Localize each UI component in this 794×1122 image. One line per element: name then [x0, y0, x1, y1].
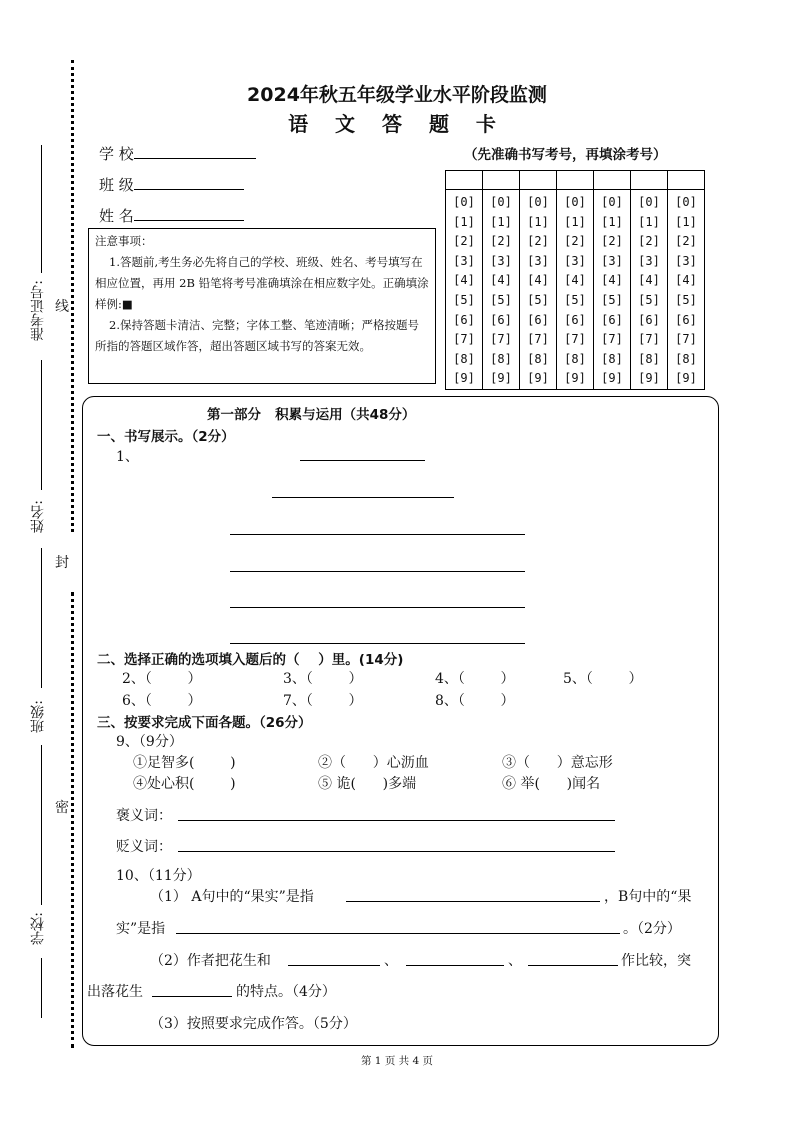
digit-bubble[interactable]: [6]: [675, 312, 697, 327]
praise-label: 褒义词：: [116, 808, 172, 824]
digit-bubble[interactable]: [0]: [601, 195, 623, 209]
q10-2-blank-2[interactable]: [406, 965, 504, 966]
exam-number-write-cell[interactable]: [483, 171, 520, 190]
digit-bubble[interactable]: [6]: [490, 312, 512, 327]
digit-bubble[interactable]: [7]: [675, 332, 697, 347]
digit-bubble[interactable]: [9]: [527, 371, 549, 386]
exam-number-bubble-column[interactable]: [631, 190, 668, 390]
writing-line-3[interactable]: [230, 534, 525, 535]
digit-bubble[interactable]: [7]: [601, 332, 623, 347]
binding-line-exam-id: [41, 145, 42, 273]
digit-bubble[interactable]: [8]: [490, 351, 512, 366]
digit-bubble[interactable]: [0]: [638, 195, 660, 209]
side-label-name: 姓名:: [30, 500, 46, 533]
name-field[interactable]: [99, 205, 244, 226]
choice-answer-7[interactable]: 7、（ ）: [283, 693, 363, 709]
digit-bubble[interactable]: [5]: [527, 292, 549, 307]
q10-2-blank-1[interactable]: [288, 965, 380, 966]
notice-box: [88, 228, 436, 384]
school-label: 学 校: [99, 145, 134, 163]
digit-bubble[interactable]: [3]: [638, 253, 660, 268]
section2-heading: 二、选择正确的选项填入题后的（ ）里。(14分): [97, 652, 404, 668]
idiom-3[interactable]: ③（ ）意忘形: [502, 755, 613, 771]
q10-1-text-d: 。（2分）: [623, 921, 681, 937]
digit-bubble[interactable]: [2]: [564, 234, 586, 249]
q9-label: 9、（9分）: [116, 734, 183, 750]
binding-line-exam-id-2: [41, 360, 42, 490]
idiom-6[interactable]: ⑥ 举( )闻名: [502, 776, 601, 792]
school-blank[interactable]: [134, 144, 256, 159]
q10-2-sep-2: 、: [508, 953, 522, 969]
idiom-4[interactable]: ④处心积( ): [133, 776, 236, 792]
digit-bubble[interactable]: [2]: [601, 234, 623, 249]
digit-bubble[interactable]: [2]: [675, 234, 697, 249]
digit-bubble[interactable]: [4]: [527, 273, 549, 288]
digit-bubble[interactable]: [3]: [453, 253, 475, 268]
writing-line-5[interactable]: [230, 607, 525, 608]
digit-bubble[interactable]: [1]: [675, 214, 697, 229]
digit-bubble[interactable]: [5]: [675, 292, 697, 307]
q10-2-text-a: （2）作者把花生和: [150, 953, 271, 969]
exam-number-write-cell[interactable]: [594, 171, 631, 190]
digit-bubble[interactable]: [0]: [453, 195, 475, 209]
digit-bubble[interactable]: [7]: [527, 332, 549, 347]
q10-1-blank-b[interactable]: [176, 933, 620, 934]
exam-number-bubble-column[interactable]: [446, 190, 483, 390]
exam-number-bubble-column[interactable]: [668, 190, 705, 390]
digit-bubble[interactable]: [3]: [564, 253, 586, 268]
digit-bubble[interactable]: [7]: [564, 332, 586, 347]
idiom-5[interactable]: ⑤ 诡( )多端: [318, 776, 417, 792]
digit-bubble[interactable]: [1]: [638, 214, 660, 229]
digit-bubble[interactable]: [5]: [638, 292, 660, 307]
digit-bubble[interactable]: [6]: [453, 312, 475, 327]
q10-1-blank-a[interactable]: [346, 901, 600, 902]
digit-bubble[interactable]: [9]: [564, 371, 586, 386]
q10-3-text: （3）按照要求完成作答。（5分）: [150, 1016, 357, 1032]
digit-bubble[interactable]: [4]: [453, 273, 475, 288]
writing-line-6[interactable]: [230, 643, 525, 644]
digit-bubble[interactable]: [7]: [490, 332, 512, 347]
digit-bubble[interactable]: [0]: [564, 195, 586, 209]
digit-bubble[interactable]: [7]: [638, 332, 660, 347]
digit-bubble[interactable]: [2]: [490, 234, 512, 249]
q10-2-sep-1: 、: [384, 953, 398, 969]
q10-2-blank-4[interactable]: [152, 996, 232, 997]
digit-bubble[interactable]: [0]: [675, 195, 697, 209]
class-label: 班 级: [99, 176, 134, 194]
seal-mark-close: 密: [55, 800, 69, 816]
exam-number-bubble-column[interactable]: [557, 190, 594, 390]
school-field[interactable]: [99, 143, 256, 164]
notice-item-2: 2.保持答题卡清洁、完整；字体工整、笔迹清晰；严格按题号所指的答题区域作答，超出答题区域书写的答案无效。: [95, 318, 419, 353]
choice-answer-3[interactable]: 3、（ ）: [283, 671, 363, 687]
digit-bubble[interactable]: [5]: [490, 292, 512, 307]
exam-number-grid[interactable]: [445, 170, 705, 390]
digit-bubble[interactable]: [8]: [564, 351, 586, 366]
q10-2-blank-3[interactable]: [528, 965, 618, 966]
q1-label: 1、: [116, 449, 139, 465]
digit-bubble[interactable]: [8]: [675, 351, 697, 366]
idiom-1[interactable]: ①足智多( ): [133, 755, 236, 771]
digit-bubble[interactable]: [3]: [675, 253, 697, 268]
binding-dotted-line-bottom: [71, 592, 74, 1048]
digit-bubble[interactable]: [6]: [638, 312, 660, 327]
exam-number-write-cell[interactable]: [668, 171, 705, 190]
digit-bubble[interactable]: [9]: [601, 371, 623, 386]
notice-item-1: 1.答题前,考生务必先将自己的学校、班级、姓名、考号填写在相应位置，再用 2B 铅笔将考号准确填涂在相应数字处。正确填涂样例:■: [95, 255, 429, 311]
binding-line-school: [41, 958, 42, 1018]
digit-bubble[interactable]: [5]: [453, 292, 475, 307]
q10-1-text-a: （1） A句中的“果实”是指: [150, 889, 314, 905]
seal-mark-line: 线: [55, 299, 69, 315]
digit-bubble[interactable]: [2]: [453, 234, 475, 249]
digit-bubble[interactable]: [4]: [564, 273, 586, 288]
digit-bubble[interactable]: [7]: [453, 332, 475, 347]
digit-bubble[interactable]: [8]: [638, 351, 660, 366]
digit-bubble[interactable]: [3]: [490, 253, 512, 268]
section3-heading: 三、按要求完成下面各题。（26分）: [97, 715, 312, 731]
choice-answer-5[interactable]: 5、（ ）: [563, 671, 643, 687]
digit-bubble[interactable]: [0]: [490, 195, 512, 209]
derog-answer-line[interactable]: [178, 851, 615, 852]
binding-line-class: [41, 745, 42, 905]
digit-bubble[interactable]: [6]: [564, 312, 586, 327]
derog-label: 贬义词：: [116, 839, 172, 855]
digit-bubble[interactable]: [4]: [601, 273, 623, 288]
class-blank[interactable]: [134, 175, 244, 190]
digit-bubble[interactable]: [3]: [601, 253, 623, 268]
binding-line-name: [41, 548, 42, 688]
digit-bubble[interactable]: [6]: [527, 312, 549, 327]
exam-number-write-cell[interactable]: [631, 171, 668, 190]
section1-heading: 一、书写展示。（2分）: [97, 429, 235, 445]
idiom-2[interactable]: ②（ ）心沥血: [318, 755, 429, 771]
digit-bubble[interactable]: [9]: [453, 371, 475, 386]
writing-line-2[interactable]: [272, 497, 454, 498]
digit-bubble[interactable]: [3]: [527, 253, 549, 268]
writing-line-1[interactable]: [300, 460, 425, 461]
name-label: 姓 名: [99, 207, 134, 225]
exam-number-bubble-column[interactable]: [594, 190, 631, 390]
digit-bubble[interactable]: [0]: [527, 195, 549, 209]
digit-bubble[interactable]: [1]: [490, 214, 512, 229]
digit-bubble[interactable]: [1]: [453, 214, 475, 229]
choice-answer-6[interactable]: 6、（ ）: [122, 693, 202, 709]
exam-number-note: （先准确书写考号，再填涂考号）: [464, 147, 667, 163]
class-field[interactable]: [99, 174, 244, 195]
digit-bubble[interactable]: [2]: [638, 234, 660, 249]
digit-bubble[interactable]: [8]: [527, 351, 549, 366]
q10-1-text-c: 实”是指: [116, 921, 166, 937]
digit-bubble[interactable]: [5]: [601, 292, 623, 307]
choice-answer-4[interactable]: 4、（ ）: [435, 671, 515, 687]
q10-2-text-c: 出落花生: [87, 984, 143, 1000]
choice-answer-8[interactable]: 8、（ ）: [435, 693, 515, 709]
name-blank[interactable]: [134, 206, 244, 221]
praise-answer-line[interactable]: [178, 820, 615, 821]
digit-bubble[interactable]: [9]: [675, 371, 697, 386]
notice-title: 注意事项：: [95, 234, 153, 248]
side-label-exam-id: 准考证号:: [30, 280, 46, 341]
writing-line-4[interactable]: [230, 571, 525, 572]
exam-number-bubble-column[interactable]: [520, 190, 557, 390]
q10-2-text-b: 作比较，突: [621, 953, 691, 969]
q10-2-text-d: 的特点。（4分）: [236, 984, 336, 1000]
digit-bubble[interactable]: [9]: [490, 371, 512, 386]
exam-number-write-cell[interactable]: [446, 171, 483, 190]
exam-number-write-cell[interactable]: [520, 171, 557, 190]
exam-number-write-cell[interactable]: [557, 171, 594, 190]
digit-bubble[interactable]: [1]: [564, 214, 586, 229]
digit-bubble[interactable]: [1]: [601, 214, 623, 229]
digit-bubble[interactable]: [6]: [601, 312, 623, 327]
side-label-school: 学校:: [30, 912, 46, 945]
digit-bubble[interactable]: [2]: [527, 234, 549, 249]
exam-title: 2024年秋五年级学业水平阶段监测: [247, 84, 547, 106]
digit-bubble[interactable]: [1]: [527, 214, 549, 229]
q10-1-text-b: ，B句中的“果: [604, 889, 692, 905]
digit-bubble[interactable]: [5]: [564, 292, 586, 307]
side-label-class: 班级:: [30, 700, 46, 733]
choice-answer-2[interactable]: 2、（ ）: [122, 671, 202, 687]
exam-number-bubble-column[interactable]: [483, 190, 520, 390]
digit-bubble[interactable]: [9]: [638, 371, 660, 386]
digit-bubble[interactable]: [4]: [638, 273, 660, 288]
part1-heading: 第一部分 积累与运用（共48分）: [207, 407, 416, 423]
digit-bubble[interactable]: [8]: [453, 351, 475, 366]
digit-bubble[interactable]: [4]: [675, 273, 697, 288]
digit-bubble[interactable]: [8]: [601, 351, 623, 366]
q10-label: 10、（11分）: [116, 868, 201, 884]
answer-sheet-title: 语 文 答 题 卡: [288, 112, 506, 136]
page-footer: 第 1 页 共 4 页: [360, 1055, 434, 1067]
seal-mark-seal: 封: [55, 555, 69, 571]
digit-bubble[interactable]: [4]: [490, 273, 512, 288]
